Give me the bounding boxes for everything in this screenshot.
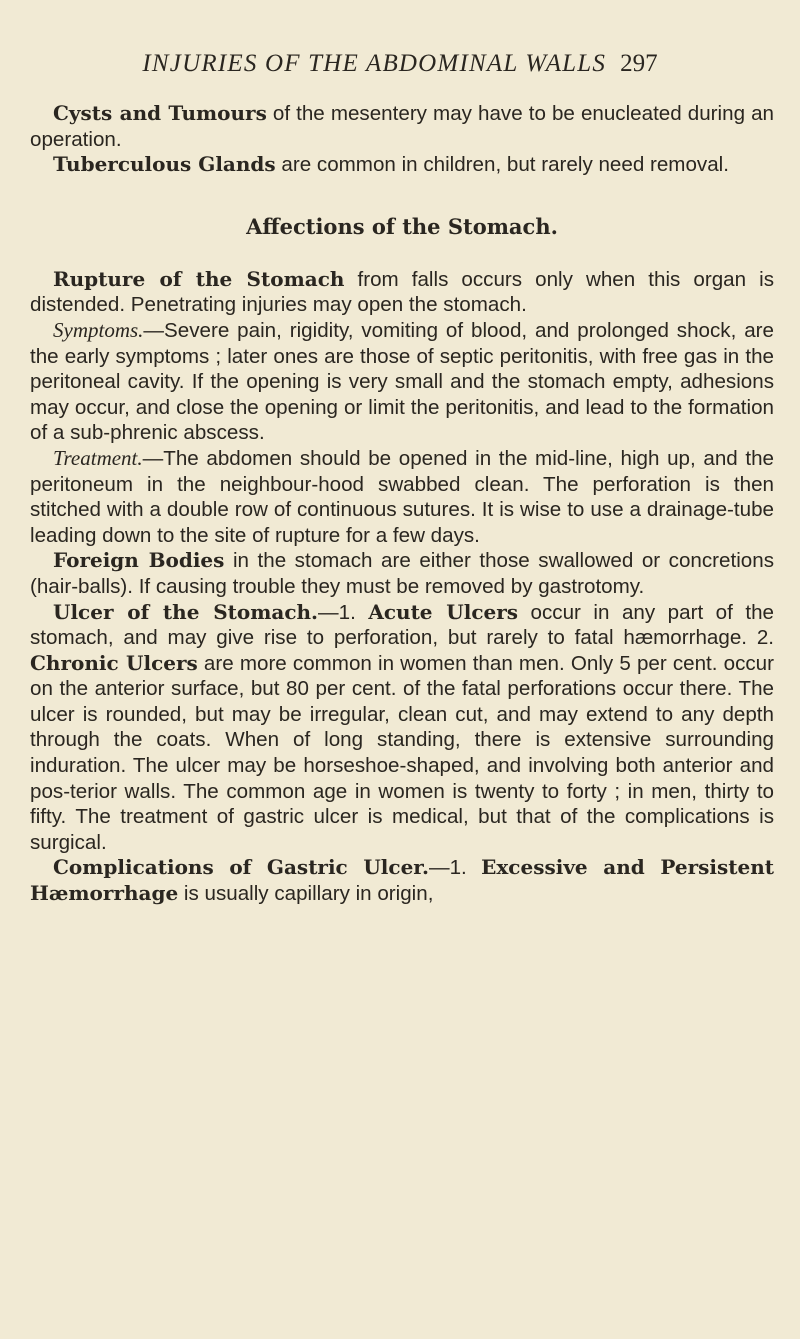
paragraph-text: are common in children, but rarely need removal. — [275, 153, 729, 177]
term-tuberculous-glands: Tuberculous Glands — [53, 152, 276, 177]
paragraph-text: from falls occurs only when this organ is distended. Penetrating injuries may open the stomach. — [30, 267, 774, 317]
term-chronic-ulcers: Chronic Ulcers — [30, 650, 198, 675]
term-excessive-haemorrhage: Excessive and Persistent Hæmorrhage — [30, 855, 774, 906]
paragraph-text: —Severe pain, rigidity, vomiting of blood, and prolonged shock, are the early symptoms ; later ones are those of septic peritonitis, with free gas in the peritoneal cavity. If the opening is very small and the stomach empty, adhesions may occur, and close the opening or limit the peritonitis, and lead to the formation of a sub-phrenic abscess. — [30, 318, 774, 445]
paragraph-symptoms — [30, 318, 774, 446]
term-cysts-and-tumours: Cysts and Tumours — [53, 101, 267, 125]
paragraph-tuberculous-glands — [30, 152, 774, 178]
term-complications: Complications of Gastric Ulcer. — [53, 855, 429, 880]
term-foreign-bodies: Foreign Bodies — [53, 548, 225, 573]
label-symptoms: Symptoms. — [53, 317, 144, 342]
paragraph-text: —The abdomen should be opened in the mid-line, high up, and the peritoneum in the neighbour-hood swabbed clean. The perforation is then stitched with a double row of continuous sutures. It is wise to use a drainage-tube leading down to the site of rupture for a few days. — [30, 446, 774, 547]
paragraph-rupture — [30, 267, 774, 318]
label-treatment: Treatment. — [53, 445, 143, 470]
paragraph-foreign-bodies — [30, 548, 774, 599]
term-rupture-of-stomach: Rupture of the Stomach — [53, 266, 345, 291]
page-body — [30, 101, 774, 907]
paragraph-text: in the stomach are either those swallowed or concretions (hair-balls). If causing trouble they must be removed by gastrotomy. — [30, 549, 774, 598]
paragraph-text: of the mesentery may have to be enucleated during an operation. — [30, 102, 774, 151]
chapter-title: INJURIES OF THE ABDOMINAL WALLS — [142, 50, 607, 77]
paragraph-complications — [30, 855, 774, 906]
paragraph-text: is usually capillary in origin, — [178, 882, 434, 906]
term-ulcer-of-stomach: Ulcer of the Stomach. — [53, 599, 319, 624]
paragraph-ulcer — [30, 600, 774, 856]
paragraph-cysts — [30, 101, 774, 152]
paragraph-text: are more common in women than men. Only 5 per cent. occur on the anterior surface, but 80 per cent. of the fatal perforations occur there. The ulcer is rounded, but may be irregular, clean cut, and may extend to any depth through the coats. When of long standing, there is extensive surrounding induration. The ulcer may be horseshoe-shaped, and involving both anterior and pos-terior walls. The common age in women is twenty to forty ; in men, thirty to fifty. The treatment of gastric ulcer is medical, but that of the complications is surgical. — [30, 651, 774, 854]
running-head — [0, 50, 800, 78]
section-heading: Affections of the Stomach. — [246, 213, 558, 239]
paragraph-text: —1. — [318, 600, 369, 624]
paragraph-text: occur in any part of the stomach, and may give rise to perforation, but rarely to fatal hæmorrhage. 2. — [30, 600, 775, 650]
term-acute-ulcers: Acute Ulcers — [368, 599, 519, 624]
paragraph-text: —1. — [428, 856, 482, 880]
page-number: 297 — [620, 50, 658, 77]
paragraph-treatment — [30, 446, 774, 548]
